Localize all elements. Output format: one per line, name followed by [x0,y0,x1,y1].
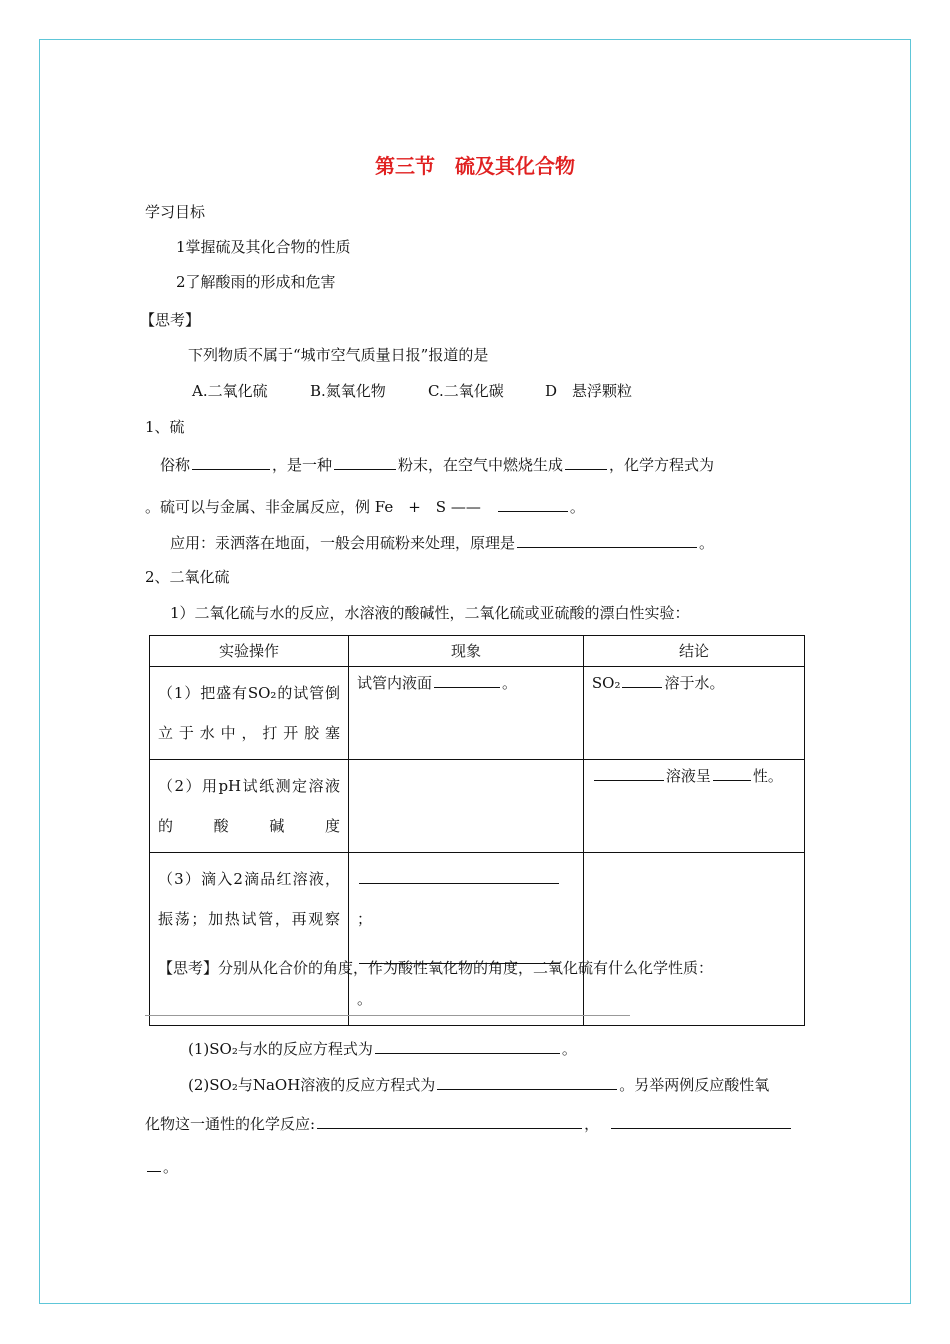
blank-equation-3[interactable] [317,1112,582,1129]
goals-heading: 学习目标 [145,203,206,221]
blank-equation-1[interactable] [375,1037,560,1054]
period: 。 [561,1040,577,1058]
equation-4 [145,1155,178,1177]
sulfur-burn-label: 粉末，在空气中燃烧生成 [398,456,564,474]
period: 。 [163,1158,179,1176]
equation-2-tail: 。另举两例反应酸性氧 [619,1076,770,1094]
row1-operation: （1）把盛有SO₂的试管倒立于水中，打开胶塞 [150,667,349,760]
sulfur-line-2 [145,495,585,517]
table-row [150,760,805,853]
period: 。 [699,534,715,552]
equation-2-label: (2)SO₂与NaOH溶液的反应方程式为 [188,1076,436,1094]
goal-item-2: 2了解酸雨的形成和危害 [176,273,336,291]
option-c: C.二氧化碳 [428,382,504,400]
header-operation: 实验操作 [150,636,349,667]
row1-conclusion [583,667,804,760]
row2-conclusion [583,760,804,853]
row2-operation: （2）用pH试纸测定溶液的酸碱度 [150,760,349,853]
equation-2 [188,1073,769,1095]
row2-phenomenon [349,760,584,853]
period: 。 [502,674,518,692]
option-a: A.二氧化硫 [192,382,268,400]
blank-fe-s-product[interactable] [498,495,568,512]
equation-1 [188,1037,577,1059]
option-b: B.氮氧化物 [310,382,386,400]
equation-3-label: 化物这一通性的化学反应: [145,1115,316,1133]
so2-subheading: 1）二氧化硫与水的反应，水溶液的酸碱性，二氧化硫或亚硫酸的漂白性实验： [170,604,690,622]
sulfur-line-1 [160,453,714,475]
sulfur-reaction-label: 。硫可以与金属、非金属反应，例 Fe + S —— [145,498,481,516]
table-row [150,667,805,760]
blank-color[interactable] [334,453,396,470]
goal-item-1: 1掌握硫及其化合物的性质 [176,238,351,256]
row3-conclusion [583,853,804,1026]
blank-acidity[interactable] [713,764,751,781]
comma: ， [584,1115,600,1133]
table-header-row [150,636,805,667]
period: 。 [569,498,585,516]
sulfur-state-label: ，是一种 [272,456,333,474]
think-question: 下列物质不属于“城市空气质量日报”报道的是 [188,346,489,364]
header-conclusion: 结论 [583,636,804,667]
equation-3 [145,1112,793,1134]
blank-principle[interactable] [517,531,697,548]
blank-common-name[interactable] [192,453,270,470]
blank-product[interactable] [565,453,607,470]
solution-label: 溶液呈 [665,767,711,785]
blank-equation-4-cont[interactable] [147,1155,161,1172]
liquid-level-label: 试管内液面 [357,674,433,692]
row1-phenomenon [349,667,584,760]
sulfur-equation-label: ，化学方程式为 [609,456,715,474]
blank-solubility[interactable] [622,671,662,688]
page-title: 第三节 硫及其化合物 [375,154,575,178]
table-row [150,853,805,1026]
sulfur-application [170,531,714,553]
think-2: 【思考】分别从化合价的角度，作为酸性氧化物的角度，二氧化硫有什么化学性质： [158,959,714,977]
blank-equation-2[interactable] [437,1073,617,1090]
so2-label: SO₂ [591,674,621,692]
row3-operation: （3）滴入2滴品红溶液，振荡；加热试管，再观察 [150,853,349,1026]
think-label: 【思考】 [140,311,201,329]
blank-liquid-level[interactable] [434,671,500,688]
answer-line[interactable] [145,1015,630,1016]
equation-1-label: (1)SO₂与水的反应方程式为 [188,1040,373,1058]
blank-phenomenon-1[interactable] [359,867,559,884]
option-d: D 悬浮颗粒 [545,382,633,400]
so2-heading: 2、二氧化硫 [145,568,230,586]
sulfur-heading: 1、硫 [145,418,185,436]
nature-label: 性。 [752,767,783,785]
application-label: 应用：汞洒落在地面，一般会用硫粉来处理，原理是 [170,534,516,552]
semicolon: ； [357,910,373,928]
sulfur-common-name-label: 俗称 [160,456,191,474]
blank-solution[interactable] [594,764,664,781]
header-phenomenon: 现象 [349,636,584,667]
row3-phenomenon [349,853,584,1026]
period: 。 [357,990,373,1008]
dissolve-label: 溶于水。 [664,674,725,692]
blank-equation-4[interactable] [611,1112,791,1129]
